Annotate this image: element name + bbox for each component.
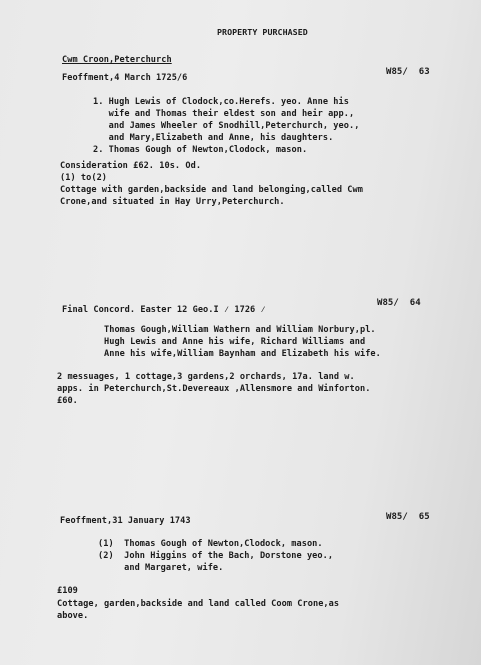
entry-1-detail-line: Cottage with garden,backside and land belonging,called Cwm xyxy=(60,185,363,195)
entry-2-party-line: Thomas Gough,William Wathern and William Norbury,pl. xyxy=(104,325,376,335)
entry-1-ref: W85/ 63 xyxy=(386,67,430,77)
entry-2-detail-line: 2 messuages, 1 cottage,3 gardens,2 orchards, 17a. land w. xyxy=(57,372,355,382)
entry-1-party-line: and Mary,Elizabeth and Anne, his daughters. xyxy=(93,133,334,143)
entry-3-ref: W85/ 65 xyxy=(386,512,430,522)
entry-1-party-line: 2. Thomas Gough of Newton,Clodock, mason. xyxy=(93,145,308,155)
entry-1-detail-line: (1) to(2) xyxy=(60,173,108,183)
entry-3-detail-line: Cottage, garden,backside and land called Coom Crone,as xyxy=(57,599,340,609)
entry-1-party-line: and James Wheeler of Snodhill,Peterchurch, yeo., xyxy=(93,121,360,131)
entry-2-detail-line: apps. in Peterchurch,St.Devereaux ,Allensmore and Winforton. xyxy=(57,384,371,394)
entry-3-party-line: and Margaret, wife. xyxy=(98,563,224,573)
entry-3-detail-line: above. xyxy=(57,611,89,621)
place-heading: Cwm Croon,Peterchurch xyxy=(62,55,172,65)
entry-2-ref: W85/ 64 xyxy=(377,298,421,308)
entry-1-heading: Feoffment,4 March 1725/6 xyxy=(62,73,188,83)
entry-2-party-line: Hugh Lewis and Anne his wife, Richard Williams and xyxy=(104,337,366,347)
entry-1-detail-line: Consideration £62. 10s. Od. xyxy=(60,161,202,171)
entry-1-party-line: 1. Hugh Lewis of Clodock,co.Herefs. yeo. Anne his xyxy=(93,97,349,107)
entry-3-party-line: (2) John Higgins of the Bach, Dorstone yeo., xyxy=(98,551,334,561)
entry-3-detail-line: £109 xyxy=(57,586,78,596)
entry-2-party-line: Anne his wife,William Baynham and Elizabeth his wife. xyxy=(104,349,381,359)
entry-3-heading: Feoffment,31 January 1743 xyxy=(60,516,191,526)
entry-1-detail-line: Crone,and situated in Hay Urry,Peterchurch. xyxy=(60,197,285,207)
entry-2-heading: Final Concord. Easter 12 Geo.I ⁄ 1726 ⁄ xyxy=(62,305,266,315)
page-title: PROPERTY PURCHASED xyxy=(217,27,308,37)
entry-1-party-line: wife and Thomas their eldest son and heir app., xyxy=(93,109,355,119)
entry-2-detail-line: £60. xyxy=(57,396,78,406)
entry-3-party-line: (1) Thomas Gough of Newton,Clodock, mason. xyxy=(98,539,323,549)
